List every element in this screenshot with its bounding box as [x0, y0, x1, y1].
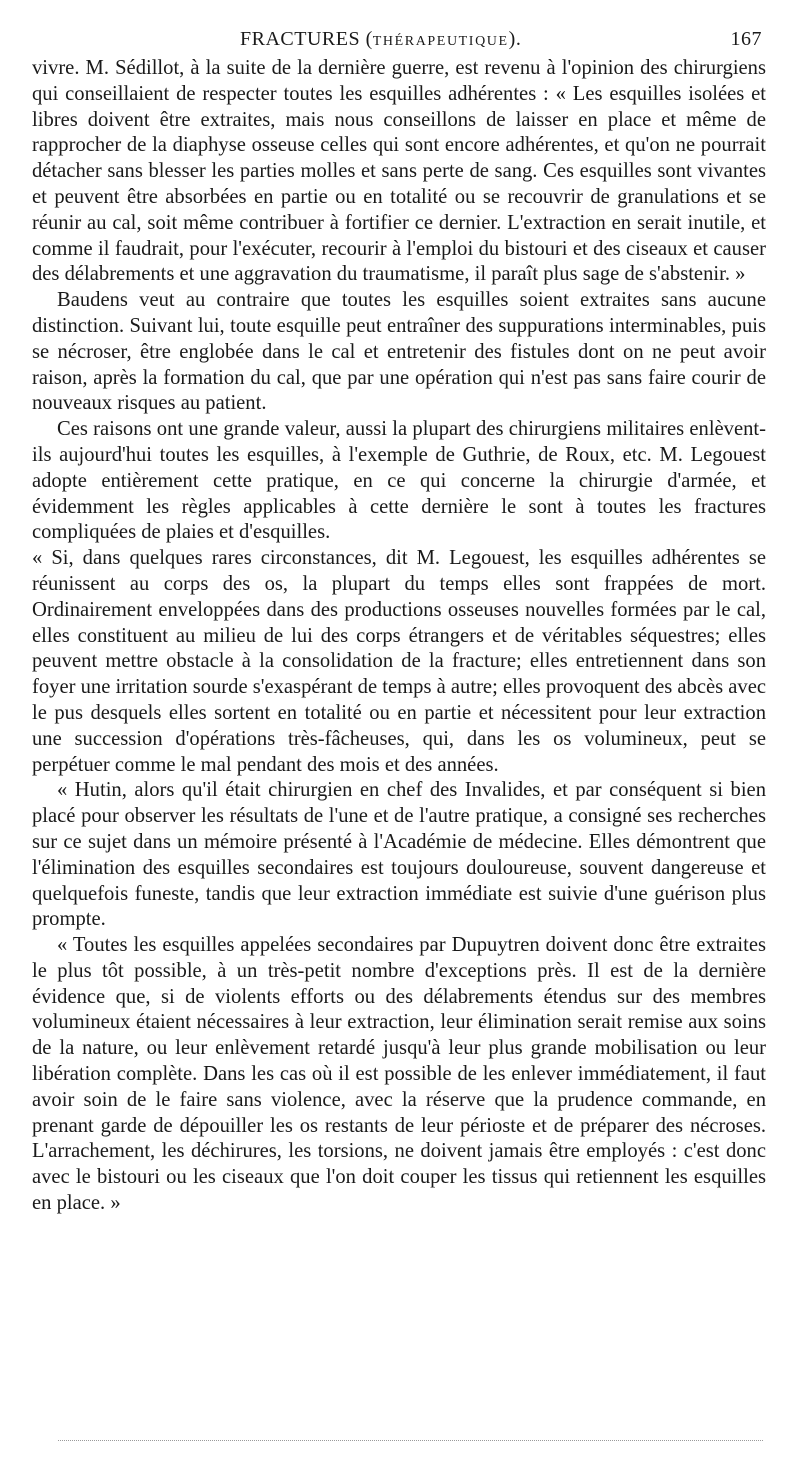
paragraph-raisons: Ces raisons ont une grande valeur, aussi la plupart des chirurgiens militaires enlèvent-ils aujourd'hui toutes les esquilles, à l'exemple de Guthrie, de Roux, etc. M. Legouest adopte entièrement cette pratique, en ce qui concerne la chirurgie d'armée, et évidemment les règles applicables à cette dernière le sont à toutes les fractures compliquées de plaies et d'esquilles. [32, 418, 766, 544]
page-number: 167 [730, 28, 762, 50]
paragraph-legouest-quote: « Si, dans quelques rares circonstances, dit M. Legouest, les esquilles adhérentes se réunissent au corps des os, la plupart du temps elles sont frappées de mort. Ordinairement enveloppées dans des productions osseuses nouvelles formées par le cal, elles constituent au milieu de lui des corps étrangers et de véritables séquestres; elles peuvent mettre obstacle à la consolidation de la fracture; elles entretiennent dans son foyer une irritation sourde s'exaspérant de temps à autre; elles provoquent des abcès avec le pus desquels elles sortent en totalité ou en partie et nécessitent pour leur extraction une succession d'opérations très-fâcheuses, qui, dans les os volumineux, peut se perpétuer comme le mal pendant des mois et des années. [32, 547, 766, 776]
book-page [32, 22, 766, 1217]
footer-dotted-rule [58, 1440, 763, 1441]
running-title-close: ). [508, 28, 522, 50]
paragraph-baudens: Baudens veut au contraire que toutes les esquilles soient extraites sans aucune distinction. Suivant lui, toute esquille peut entraîner des suppurations interminables, puis se nécroser, être englobée dans le cal et entretenir des fistules dont on ne peut avoir raison, après la formation du cal, que par une opération qui n'est pas sans faire courir de nouveaux risques au patient. [32, 289, 766, 415]
body-text [32, 56, 766, 1217]
paragraph-continuation: vivre. M. Sédillot, à la suite de la dernière guerre, est revenu à l'opinion des chirurgiens qui conseillaient de respecter toutes les esquilles adhérentes : « Les esquilles isolées et libres doivent être extraites, mais nous conseillons de laisser en place et même de rapprocher de la diaphyse osseuse celles qui sont encore adhérentes, et qu'on ne pourrait détacher sans blesser les parties molles et sans perte de sang. Ces esquilles sont vivantes et peuvent être absorbées en partie ou en totalité ou se recouvrir de granulations et se réunir au cal, soit même contribuer à fortifier ce dernier. L'extraction en serait inutile, et comme il faudrait, pour l'exécuter, recourir à l'emploi du bistouri et des ciseaux et causer des délabrements et une aggravation du traumatisme, il paraît plus sage de s'abstenir. » [32, 57, 766, 286]
running-title-main: FRACTURES ( [240, 28, 373, 50]
paragraph-hutin-quote: « Hutin, alors qu'il était chirurgien en chef des Invalides, et par conséquent si bien placé pour observer les résultats de l'une et de l'autre pratique, a consigné ses recherches sur ce sujet dans un mémoire présenté à l'Académie de médecine. Elles démontrent que l'élimination des esquilles secondaires est toujours douloureuse, souvent dangereuse et quelquefois funeste, tandis que leur extraction immédiate est suivie d'une guérison plus prompte. [32, 779, 766, 931]
running-title-subtitle: THÉRAPEUTIQUE [372, 34, 509, 49]
paragraph-dupuytren-quote: « Toutes les esquilles appelées secondaires par Dupuytren doivent donc être extraites le plus tôt possible, à un très-petit nombre d'exceptions près. Il est de la dernière évidence que, si de violents efforts ou des délabrements étendus sur des membres volumineux étaient nécessaires à leur extraction, leur élimination serait remise aux soins de la nature, ou leur enlèvement retardé jusqu'à leur plus grande mobilisation ou leur libération complète. Dans les cas où il est possible de les enlever immédiatement, il faut avoir soin de le faire sans violence, avec la réserve que la prudence commande, en prenant garde de dépouiller les os restants de leur périoste et de préparer des nécroses. L'arrachement, les déchirures, les torsions, ne doivent jamais être employés : c'est donc avec le bistouri ou les ciseaux que l'on doit couper les tissus qui retiennent les esquilles en place. » [32, 934, 766, 1215]
running-head [32, 22, 766, 56]
running-title [240, 28, 521, 51]
